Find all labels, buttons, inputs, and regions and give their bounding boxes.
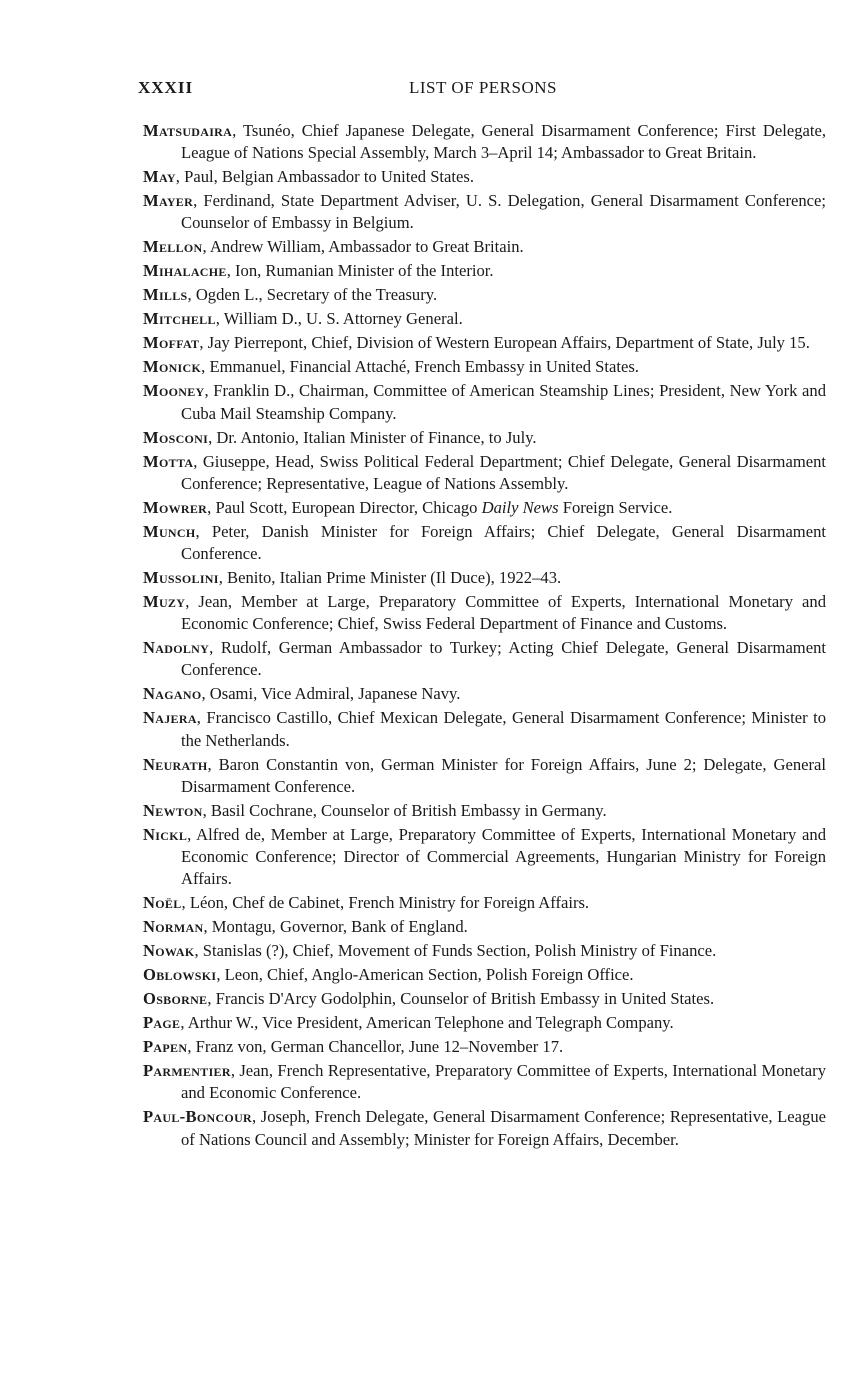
person-description: , Basil Cochrane, Counselor of British Embassy in Germany. <box>202 800 607 820</box>
person-surname: Papen <box>143 1037 188 1057</box>
person-description: , Benito, Italian Prime Minister (Il Duce), 1922–43. <box>218 568 562 588</box>
person-description: , Montagu, Governor, Bank of England. <box>203 917 468 937</box>
person-description: , Franz von, German Chancellor, June 12–November 17. <box>187 1037 564 1057</box>
person-surname: Newton <box>143 800 203 820</box>
person-description: , Jean, Member at Large, Preparatory Committee of Experts, International Monetary and Economic Conference; Chief, Swiss Federal Department of Finance and Customs. <box>181 592 826 634</box>
person-surname: Oblowski <box>143 965 217 985</box>
person-surname: Page <box>143 1013 181 1033</box>
person-surname: Mussolini <box>143 568 219 588</box>
person-surname: Osborne <box>143 989 208 1009</box>
person-description: , Alfred de, Member at Large, Preparatory Committee of Experts, International Monetary and Economic Conference; Director of Commercial Agreements, Hungarian Ministry for Foreign Affairs. <box>181 824 826 889</box>
person-entry <box>143 591 826 635</box>
person-description: , Paul Scott, European Director, Chicago <box>207 497 482 517</box>
person-surname: Monick <box>143 357 202 377</box>
person-surname: Motta <box>143 451 194 471</box>
person-surname: Mowrer <box>143 497 208 517</box>
person-description: , Leon, Chief, Anglo-American Section, Polish Foreign Office. <box>216 965 634 985</box>
person-entry <box>143 451 826 495</box>
person-entry <box>143 707 826 751</box>
person-entry <box>143 824 826 891</box>
person-surname: Matsudaira <box>143 121 233 140</box>
person-description: , Franklin D., Chairman, Committee of American Steamship Lines; President, New York and Cuba Mail Steamship Company. <box>181 381 826 423</box>
person-entry <box>143 356 826 378</box>
person-description: , Tsunéo, Chief Japanese Delegate, General Disarmament Conference; First Delegate, League of Nations Special Assembly, March 3–April 14; Ambassador to Great Britain. <box>181 121 826 163</box>
person-description: , Paul, Belgian Ambassador to United States. <box>175 167 474 187</box>
person-entry <box>143 916 826 938</box>
person-description: , Joseph, French Delegate, General Disarmament Conference; Representative, League of Nations Council and Assembly; Minister for Foreign Affairs, December. <box>181 1107 826 1149</box>
page-header <box>138 78 828 102</box>
person-surname: Nadolny <box>143 638 210 658</box>
person-description: , Osami, Vice Admiral, Japanese Navy. <box>201 684 461 704</box>
person-surname: Paul-Boncour <box>143 1107 252 1127</box>
person-surname: Parmentier <box>143 1061 231 1081</box>
person-surname: Nagano <box>143 684 202 704</box>
person-entry <box>143 940 826 962</box>
person-entry <box>143 964 826 986</box>
person-surname: Norman <box>143 917 204 937</box>
person-description: , Emmanuel, Financial Attaché, French Embassy in United States. <box>201 357 639 377</box>
person-surname: Najera <box>143 708 197 728</box>
person-surname: Nickl <box>143 824 188 844</box>
person-entry <box>143 988 826 1010</box>
person-surname: May <box>143 167 176 187</box>
person-entry <box>143 284 826 306</box>
person-entry <box>143 427 826 449</box>
person-surname: Mitchell <box>143 309 216 329</box>
person-description: , Rudolf, German Ambassador to Turkey; Acting Chief Delegate, General Disarmament Conference. <box>181 638 826 680</box>
person-surname: Mills <box>143 285 188 305</box>
running-head: LIST OF PERSONS <box>409 78 557 97</box>
person-surname: Mosconi <box>143 427 209 447</box>
person-entry <box>143 521 826 565</box>
person-description: , Dr. Antonio, Italian Minister of Finance, to July. <box>208 427 537 447</box>
person-description: , Ogden L., Secretary of the Treasury. <box>187 285 438 305</box>
person-description: , Baron Constantin von, German Minister for Foreign Affairs, June 2; Delegate, General Disarmament Conference. <box>181 754 826 796</box>
person-entry <box>143 683 826 705</box>
person-entry <box>143 1036 826 1058</box>
person-entry <box>143 380 826 424</box>
person-surname: Nowak <box>143 941 195 961</box>
person-surname: Noël <box>143 893 182 913</box>
person-entry <box>143 1106 826 1150</box>
person-description: , Jay Pierrepont, Chief, Division of Western European Affairs, Department of State, July 15. <box>199 333 810 353</box>
person-entry <box>143 1060 826 1104</box>
person-description: , Francisco Castillo, Chief Mexican Delegate, General Disarmament Conference; Minister to the Netherlands. <box>181 708 826 750</box>
person-entry <box>143 892 826 914</box>
publication-title: Daily News <box>481 497 559 517</box>
person-entry <box>143 260 826 282</box>
person-description: , Peter, Danish Minister for Foreign Affairs; Chief Delegate, General Disarmament Conference. <box>181 521 826 564</box>
person-surname: Muzy <box>143 592 186 612</box>
person-surname: Neurath <box>143 754 208 774</box>
person-surname: Mayer <box>143 191 194 211</box>
person-entry <box>143 332 826 354</box>
person-surname: Mellon <box>143 237 203 257</box>
person-entry <box>143 567 826 589</box>
person-description: , Andrew William, Ambassador to Great Britain. <box>202 237 524 257</box>
person-surname: Mooney <box>143 381 205 401</box>
person-description: , Stanislas (?), Chief, Movement of Funds Section, Polish Ministry of Finance. <box>194 941 717 961</box>
person-entry <box>143 308 826 330</box>
person-list <box>143 120 826 1153</box>
page-number: XXXII <box>138 78 194 97</box>
person-description: , Giuseppe, Head, Swiss Political Federal Department; Chief Delegate, General Disarmament Conference; Representative, League of Nations Assembly. <box>181 451 826 493</box>
person-entry <box>143 120 826 164</box>
person-entry <box>143 236 826 258</box>
person-entry <box>143 800 826 822</box>
person-description: , Jean, French Representative, Preparatory Committee of Experts, International Monetary and Economic Conference. <box>181 1061 826 1103</box>
person-description-tail: Foreign Service. <box>558 497 673 517</box>
person-surname: Mihalache <box>143 261 227 281</box>
person-surname: Moffat <box>143 333 200 353</box>
person-surname: Munch <box>143 521 196 541</box>
person-description: , Francis D'Arcy Godolphin, Counselor of British Embassy in United States. <box>207 989 715 1009</box>
person-description: , Arthur W., Vice President, American Telephone and Telegraph Company. <box>180 1013 674 1033</box>
person-description: , Léon, Chef de Cabinet, French Ministry for Foreign Affairs. <box>181 893 590 913</box>
person-entry <box>143 754 826 798</box>
person-entry <box>143 166 826 188</box>
person-entry <box>143 497 826 519</box>
person-description: , Ferdinand, State Department Adviser, U. S. Delegation, General Disarmament Conference; Counselor of Embassy in Belgium. <box>181 191 826 233</box>
person-description: , Ion, Rumanian Minister of the Interior. <box>226 261 494 281</box>
person-entry <box>143 1012 826 1034</box>
person-description: , William D., U. S. Attorney General. <box>215 309 463 329</box>
person-entry <box>143 190 826 234</box>
person-entry <box>143 637 826 681</box>
